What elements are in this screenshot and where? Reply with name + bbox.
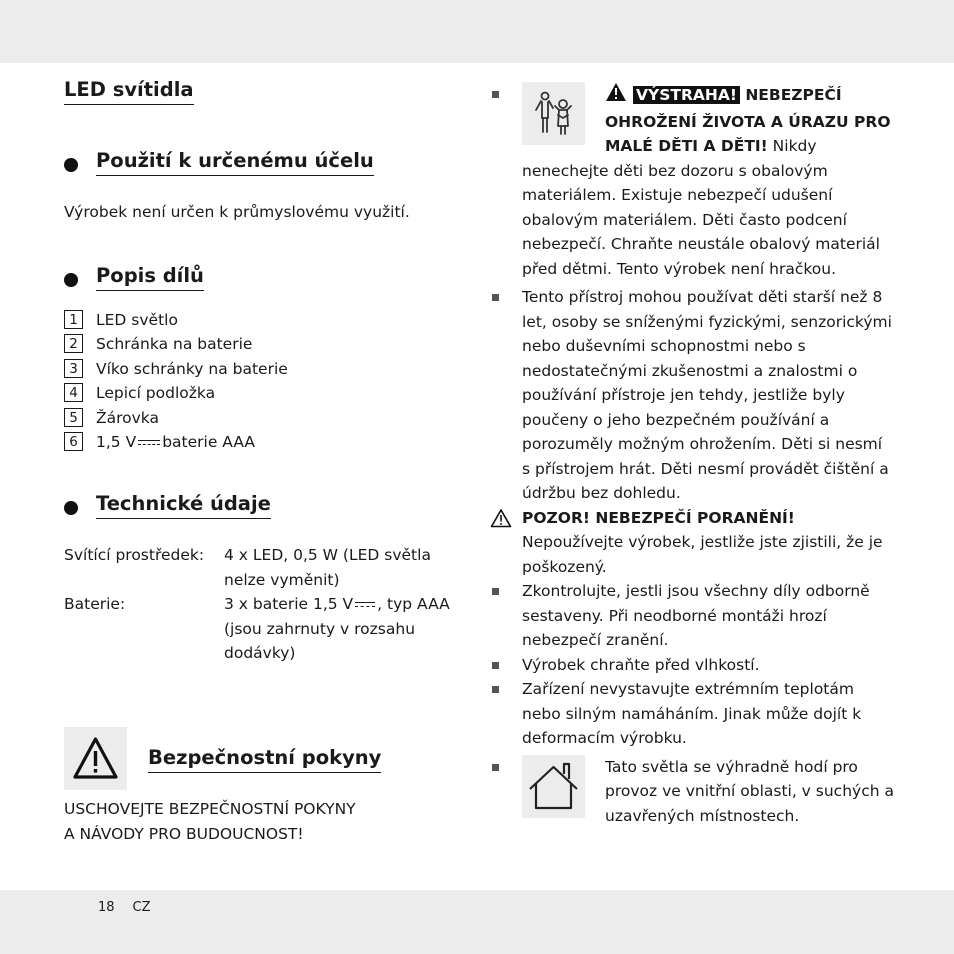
child-hazard-icon xyxy=(522,82,585,145)
warning-triangle-icon xyxy=(64,727,127,790)
keep-line-2: A NÁVODY PRO BUDOUCNOST! xyxy=(64,824,304,843)
bullet-square-icon xyxy=(492,686,499,693)
spec-key: Baterie: xyxy=(64,595,126,614)
part-label: Lepicí podložka xyxy=(96,384,216,403)
top-band xyxy=(0,0,954,63)
part-number: 5 xyxy=(64,408,83,427)
list-item xyxy=(64,406,464,431)
spec-key: Svítící prostředek: xyxy=(64,546,205,565)
child-hazard-box xyxy=(522,82,585,145)
spec-value xyxy=(224,592,464,666)
safety-list xyxy=(490,82,895,828)
intended-use-heading xyxy=(64,149,464,176)
list-item xyxy=(64,332,464,357)
part-number: 6 xyxy=(64,432,83,451)
warning-label: VÝSTRAHA! xyxy=(633,86,740,104)
list-item xyxy=(490,677,895,751)
indoor-text: Tato světla se výhradně hodí pro provoz ve vnitřní oblasti, v suchých a uzavřených místnostech. xyxy=(605,757,894,825)
list-item xyxy=(490,82,895,281)
bullet-square-icon xyxy=(492,588,499,595)
bullet-square-icon xyxy=(492,764,499,771)
warning-icon-box xyxy=(64,727,127,790)
right-column xyxy=(490,82,895,828)
bullet-square-icon xyxy=(492,91,499,98)
language-code: CZ xyxy=(132,900,151,915)
spec-value: 4 x LED, 0,5 W (LED světla nelze vyměnit) xyxy=(224,546,431,589)
part-label: Schránka na baterie xyxy=(96,335,253,354)
list-item xyxy=(64,357,464,382)
technical-heading xyxy=(64,492,464,519)
item-text: Zkontrolujte, jestli jsou všechny díly odborně sestaveny. Při neodborné montáži hrozí nebezpečí zranění. xyxy=(522,582,870,649)
house-box xyxy=(522,755,585,818)
spec-value-prefix: 3 x baterie 1,5 V xyxy=(224,595,354,614)
bullet-dot-icon xyxy=(64,501,78,515)
list-item xyxy=(64,308,464,333)
part-number: 1 xyxy=(64,310,83,329)
list-item xyxy=(490,653,895,678)
list-item xyxy=(64,381,464,406)
house-icon xyxy=(522,755,585,818)
item-text: Výrobek chraňte před vlhkostí. xyxy=(522,655,760,674)
part-label: Žárovka xyxy=(96,408,160,427)
spec-table xyxy=(64,543,464,666)
part-label-suffix: baterie AAA xyxy=(162,433,255,452)
parts-heading xyxy=(64,264,464,291)
list-item xyxy=(490,579,895,653)
intended-use-title: Použití k určenému účelu xyxy=(96,149,374,176)
bullet-square-icon xyxy=(492,662,499,669)
warning-bold: NEBEZPEČÍ OHROŽENÍ ŽIVOTA A ÚRAZU PRO MALÉ DĚTI A DĚTI! xyxy=(605,86,891,155)
left-column xyxy=(64,78,464,666)
safety-title: Bezpečnostní pokyny xyxy=(148,746,381,773)
part-number: 2 xyxy=(64,334,83,353)
caution-bold: POZOR! NEBEZPEČÍ PORANĚNÍ! xyxy=(522,508,795,527)
bullet-square-icon xyxy=(492,294,499,301)
bullet-dot-icon xyxy=(64,158,78,172)
item-text: Zařízení nevystavujte extrémním teplotám nebo silným namáháním. Jinak může dojít k deformacím výrobku. xyxy=(522,680,862,747)
keep-instructions xyxy=(64,797,464,846)
page-number: 18 xyxy=(98,900,115,915)
caution-text: Nepoužívejte výrobek, jestliže jste zjistili, že je poškozený. xyxy=(522,533,883,576)
page-title: LED svítidla xyxy=(64,78,194,105)
part-number: 4 xyxy=(64,383,83,402)
bullet-dot-icon xyxy=(64,273,78,287)
parts-title: Popis dílů xyxy=(96,264,204,291)
part-label: Víko schránky na baterie xyxy=(96,359,288,378)
part-label-prefix: 1,5 V xyxy=(96,433,137,452)
children-text: Tento přístroj mohou používat děti starší než 8 let, osoby se sníženými fyzickými, senzorickými nebo duševními schopnostmi nebo s nedostatečnými zkušenostmi a znalostmi o používání přístroje jen tehdy, jestliže byly poučeny o jeho bezpečném používání a porozuměly možným ohrožením. Děti si nesmí s přístrojem hrát. Děti nesmí provádět čištění a údržbu bez dohledu. xyxy=(522,288,892,502)
caution-item xyxy=(490,506,895,580)
parts-list xyxy=(64,308,464,456)
footer xyxy=(98,900,151,915)
safety-heading xyxy=(148,746,448,773)
dc-voltage-icon xyxy=(138,439,160,447)
keep-line-1: USCHOVEJTE BEZPEČNOSTNÍ POKYNY xyxy=(64,800,356,818)
list-item xyxy=(490,755,895,829)
spec-value-suffix: , typ AAA (jsou zahrnuty v rozsahu dodávky) xyxy=(224,595,450,663)
intended-use-text: Výrobek není určen k průmyslovému využití. xyxy=(64,203,410,221)
part-label: LED světlo xyxy=(96,310,178,329)
warning-triangle-icon xyxy=(605,82,627,110)
part-number: 3 xyxy=(64,359,83,378)
dc-voltage-icon xyxy=(355,601,375,608)
list-item xyxy=(490,285,895,506)
warning-triangle-icon xyxy=(490,508,512,536)
list-item xyxy=(64,430,464,455)
technical-title: Technické údaje xyxy=(96,492,271,519)
warning-text: Nikdy nenechejte děti bez dozoru s obalovým materiálem. Existuje nebezpečí udušení obalovým materiálem. Děti často podcení nebezpečí. Chraňte neustále obalový materiál před dětmi. Tento výrobek není hračkou. xyxy=(522,137,880,278)
